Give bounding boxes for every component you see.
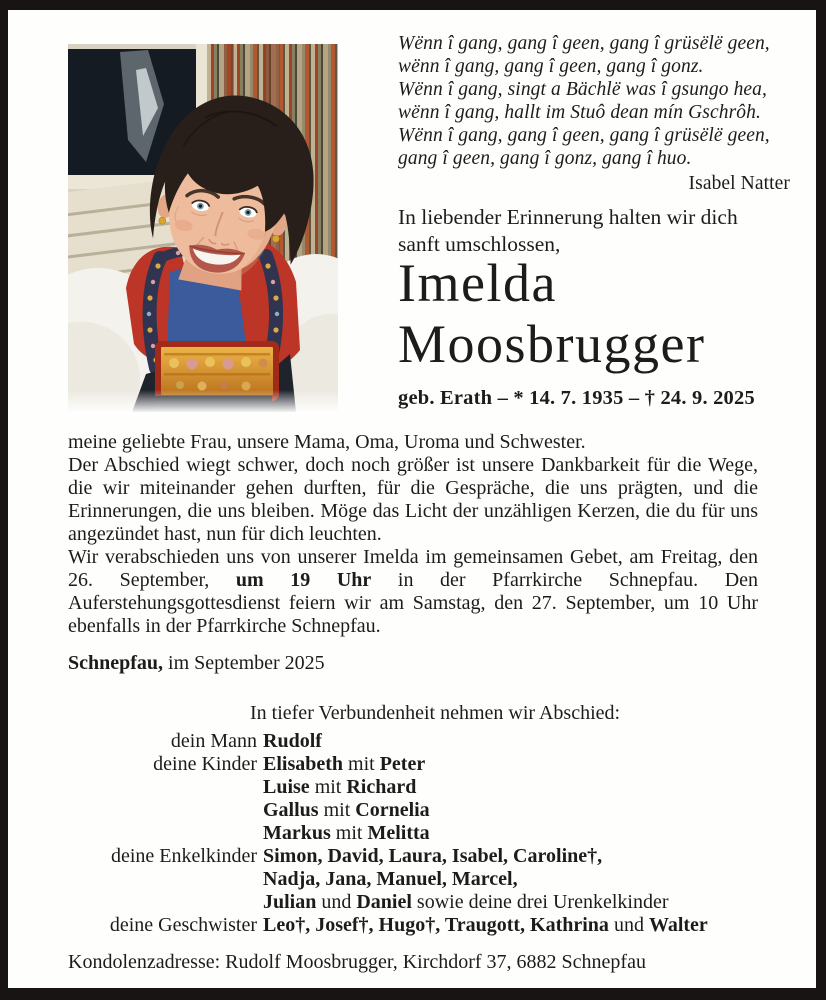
relation-label bbox=[68, 799, 257, 822]
relative-names: Markus mit Melitta bbox=[263, 822, 430, 844]
relative-names: Gallus mit Cornelia bbox=[263, 799, 430, 821]
poem-line: gang î geen, gang î gonz, gang î huo. bbox=[398, 148, 692, 169]
poem-attribution: Isabel Natter bbox=[688, 173, 790, 194]
intro-line: sanft umschlossen, bbox=[398, 232, 561, 256]
family-row bbox=[68, 845, 768, 868]
relation-label bbox=[68, 822, 257, 845]
portrait-photo bbox=[68, 44, 338, 412]
relative-names: Elisabeth mit Peter bbox=[263, 753, 426, 775]
obituary-text bbox=[68, 431, 758, 638]
relative-names: Luise mit Richard bbox=[263, 776, 417, 798]
family-row bbox=[68, 822, 768, 845]
family-row bbox=[68, 891, 768, 914]
obituary-paragraph: meine geliebte Frau, unsere Mama, Oma, Uroma und Schwester. bbox=[68, 431, 586, 453]
funeral-info: in der Pfarrkirche Schnepfau. Den Auferstehungsgottesdienst feiern wir am Samstag, den 27. September, um 10 Uhr ebenfalls in der Pfarrkirche Schnepfau. bbox=[68, 569, 759, 637]
relative-names: Julian und Daniel sowie deine drei Urenkelkinder bbox=[263, 891, 669, 913]
funeral-info: Wir verabschieden uns von unserer Imelda im gemeinsamen Gebet, am Freitag, den 26. September, bbox=[68, 546, 758, 591]
relative-names: Nadja, Jana, Manuel, Marcel, bbox=[263, 868, 518, 890]
relation-label: deine Kinder bbox=[153, 753, 257, 775]
family-row bbox=[68, 799, 768, 822]
family-row bbox=[68, 730, 768, 753]
obituary-paragraph bbox=[68, 546, 758, 638]
place-dateline bbox=[68, 652, 325, 675]
relative-names: Leo†, Josef†, Hugo†, Traugott, Kathrina und Walter bbox=[263, 914, 708, 936]
family-row bbox=[68, 914, 768, 937]
closing-line: In tiefer Verbundenheit nehmen wir Abschied: bbox=[250, 702, 621, 724]
dateline-rest: im September 2025 bbox=[163, 652, 325, 674]
relation-label bbox=[68, 868, 257, 891]
family-list bbox=[68, 730, 768, 937]
family-row bbox=[68, 776, 768, 799]
relation-label bbox=[68, 891, 257, 914]
intro-line: In liebender Erinnerung halten wir dich bbox=[398, 205, 738, 229]
intro-text bbox=[398, 204, 738, 258]
deceased-last-name: Moosbrugger bbox=[398, 314, 706, 374]
relative-names: Simon, David, Laura, Isabel, Caroline†, bbox=[263, 845, 603, 867]
poem-line: wënn î gang, hallt im Stuô dean mín Gschrôh. bbox=[398, 102, 761, 123]
poem-line: wënn î gang, gang î geen, gang î gonz. bbox=[398, 56, 704, 77]
poem-line: Wënn î gang, singt a Bächlë was î gsungo hea, bbox=[398, 79, 768, 100]
poem-line: Wënn î gang, gang î geen, gang î grüsëlë geen, bbox=[398, 125, 770, 146]
place-name: Schnepfau, bbox=[68, 652, 164, 674]
relation-label: deine Geschwister bbox=[109, 914, 257, 936]
family-row bbox=[68, 868, 768, 891]
obituary-page bbox=[8, 10, 816, 988]
life-dates: geb. Erath – * 14. 7. 1935 – † 24. 9. 2025 bbox=[398, 387, 755, 409]
gold-embroidered-panel bbox=[158, 344, 276, 398]
condolence-address: Kondolenzadresse: Rudolf Moosbrugger, Kirchdorf 37, 6882 Schnepfau bbox=[68, 951, 646, 973]
poem bbox=[398, 32, 794, 195]
family-row bbox=[68, 753, 768, 776]
funeral-time: um 19 Uhr bbox=[235, 569, 372, 591]
relation-label: dein Mann bbox=[170, 730, 257, 752]
obituary-paragraph: Der Abschied wiegt schwer, doch noch größer ist unsere Dankbarkeit für die Wege, die wir miteinander gehen durften, für die Gespräche, die uns prägten, und die Erinnerungen, die uns bleiben. Möge das Licht der unzähligen Kerzen, die du für uns angezündet hast, nun für dich leuchten. bbox=[68, 454, 758, 545]
relation-label: deine Enkelkinder bbox=[110, 845, 257, 867]
poem-line: Wënn î gang, gang î geen, gang î grüsëlë geen, bbox=[398, 33, 770, 54]
deceased-first-name: Imelda bbox=[398, 253, 557, 313]
deceased-name bbox=[398, 253, 705, 375]
relation-label bbox=[68, 776, 257, 799]
relative-names: Rudolf bbox=[263, 730, 322, 752]
